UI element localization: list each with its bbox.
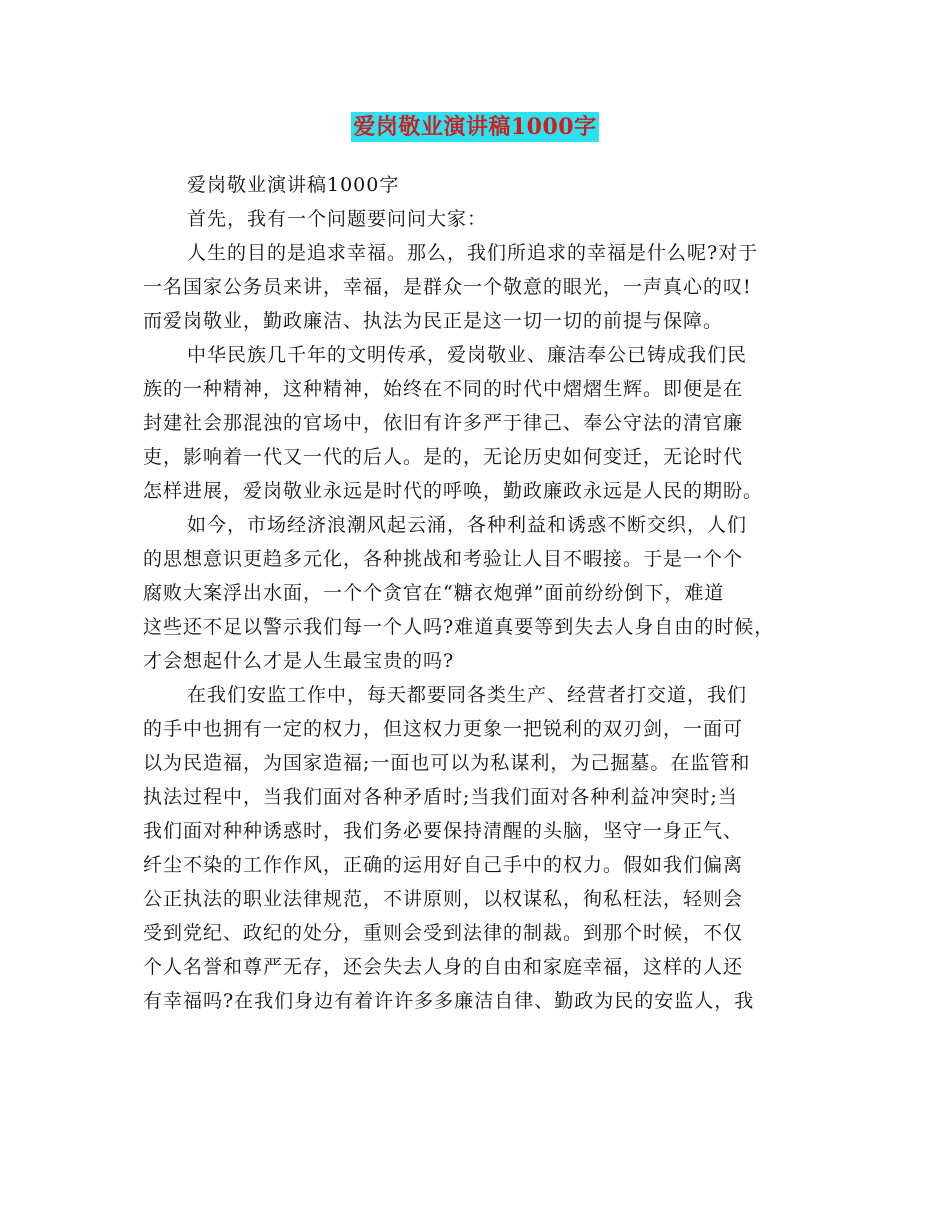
text-line: 一名国家公务员来讲，幸福，是群众一个敬意的眼光，一声真心的叹!: [143, 276, 752, 298]
text-line: 公正执法的职业法律规范，不讲原则，以权谋私，徇私枉法，轻则会: [143, 888, 744, 910]
text-line: 爱岗敬业演讲稿1000字: [187, 174, 400, 196]
document-body: [143, 168, 807, 1018]
text-line: 有幸福吗?在我们身边有着许许多多廉洁自律、勤政为民的安监人，我: [143, 990, 755, 1012]
text-line: 以为民造福，为国家造福;一面也可以为私谋利，为己掘墓。在监管和: [143, 752, 751, 774]
text-line: 封建社会那混浊的官场中，依旧有许多严于律己、奉公守法的清官廉: [143, 412, 744, 434]
text-line: 如今，市场经济浪潮风起云涌，各种利益和诱惑不断交织，人们: [187, 514, 748, 536]
text-line: 族的一种精神，这种精神，始终在不同的时代中熠熠生辉。即便是在: [143, 378, 744, 400]
text-line: 怎样进展，爱岗敬业永远是时代的呼唤，勤政廉政永远是人民的期盼。: [143, 480, 764, 502]
text-line: 首先，我有一个问题要问问大家：: [187, 208, 488, 230]
text-line: 我们面对种种诱惑时，我们务必要保持清醒的头脑，坚守一身正气、: [143, 820, 744, 842]
text-line: 个人名誉和尊严无存，还会失去人身的自由和家庭幸福，这样的人还: [143, 956, 744, 978]
text-line: 而爱岗敬业，勤政廉洁、执法为民正是这一切一切的前提与保障。: [143, 310, 724, 332]
text-line: 纤尘不染的工作作风，正确的运用好自己手中的权力。假如我们偏离: [143, 854, 744, 876]
text-line: 人生的目的是追求幸福。那么，我们所追求的幸福是什么呢?对于: [187, 242, 759, 264]
document-title: 爱岗敬业演讲稿1000字: [353, 114, 597, 140]
text-line: 受到党纪、政纪的处分，重则会受到法律的制裁。到那个时候，不仅: [143, 922, 744, 944]
text-line: 执法过程中，当我们面对各种矛盾时;当我们面对各种利益冲突时;当: [143, 786, 738, 808]
text-line: 这些还不足以警示我们每一个人吗?难道真要等到失去人身自由的时候，: [143, 616, 775, 638]
text-line: 吏，影响着一代又一代的后人。是的，无论历史如何变迁，无论时代: [143, 446, 744, 468]
text-line: 中华民族几千年的文明传承，爱岗敬业、廉洁奉公已铸成我们民: [187, 344, 748, 366]
text-line: 在我们安监工作中，每天都要同各类生产、经营者打交道，我们: [187, 684, 748, 706]
text-line: 才会想起什么才是人生最宝贵的吗?: [143, 650, 455, 672]
text-line: 的手中也拥有一定的权力，但这权力更象一把锐利的双刃剑，一面可: [143, 718, 744, 740]
text-line: 腐败大案浮出水面，一个个贪官在“糖衣炮弹”面前纷纷倒下，难道: [143, 582, 725, 604]
title-container: [0, 112, 950, 142]
text-line: 的思想意识更趋多元化，各种挑战和考验让人目不暇接。于是一个个: [143, 548, 744, 570]
